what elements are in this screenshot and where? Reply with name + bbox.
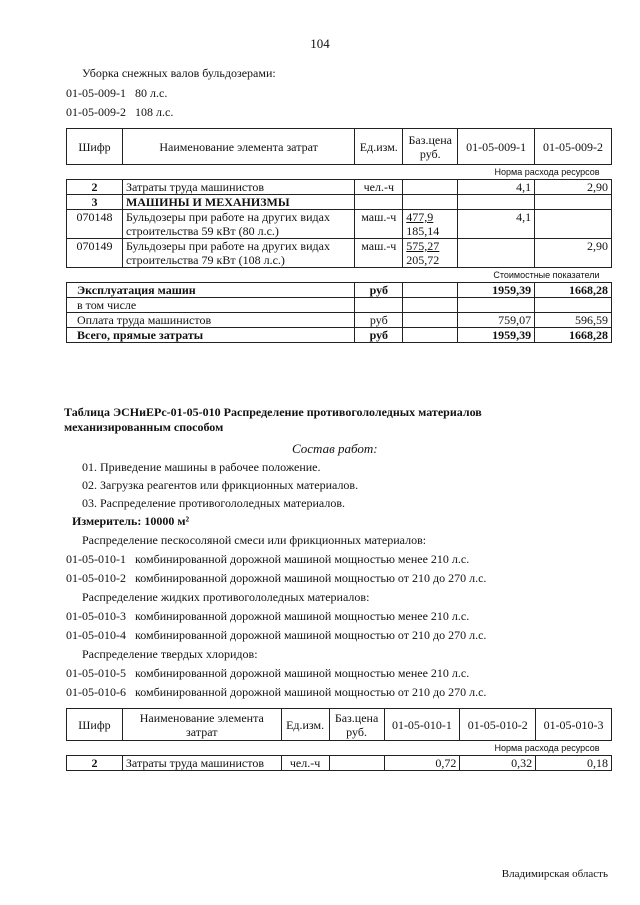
cost-name: Всего, прямые затраты [67, 328, 355, 343]
row-code: 070149 [67, 239, 123, 268]
row-price [403, 180, 458, 195]
norm-label: Норма расхода ресурсов [67, 165, 612, 180]
cost-unit: руб [355, 328, 403, 343]
resource-table-1 [66, 128, 612, 343]
group-item: 01-05-010-2 комбинированной дорожной машиной мощностью от 210 до 270 л.с. [66, 571, 487, 585]
work-item: 01. Приведение машины в рабочее положение. [82, 460, 321, 474]
group-title: Распределение жидких противогололедных материалов: [82, 590, 370, 604]
code: 01-05-009-1 [66, 86, 126, 100]
row-name: Затраты труда машинистов [122, 756, 281, 771]
header-cell: Наименование элемента затрат [122, 129, 354, 165]
header-cell: 01-05-010-3 [536, 709, 612, 741]
row-unit: чел.-ч [281, 756, 329, 771]
group-title: Распределение твердых хлоридов: [82, 647, 258, 661]
group-title: Распределение пескосоляной смеси или фрикционных материалов: [82, 533, 427, 547]
row-price: 477,9 185,14 [403, 210, 458, 239]
header-cell: Баз.цена руб. [329, 709, 384, 741]
row-value: 0,18 [536, 756, 612, 771]
row-name: Бульдозеры при работе на других видах строительства 79 кВт (108 л.с.) [122, 239, 354, 268]
row-value [535, 210, 612, 239]
header-cell: 01-05-010-1 [384, 709, 460, 741]
group-item: 01-05-010-1 комбинированной дорожной машиной мощностью менее 210 л.с. [66, 552, 470, 566]
work-title: Состав работ: [292, 441, 378, 456]
measurer: Измеритель: 10000 м² [72, 514, 190, 528]
norm-label: Норма расхода ресурсов [67, 741, 612, 756]
cost-unit: руб [355, 313, 403, 328]
page-number: 104 [310, 36, 330, 51]
row-unit: маш.-ч [355, 210, 403, 239]
cost-unit: руб [355, 283, 403, 298]
cost-name: в том числе [67, 298, 355, 313]
header-cell: Наименование элемента затрат [122, 709, 281, 741]
section-title: Таблица ЭСНиЕРс-01-05-010 Распределение противогололедных материалов механизированным способом [64, 405, 482, 434]
header-cell: 01-05-009-2 [535, 129, 612, 165]
row-value: 2,90 [535, 180, 612, 195]
work-item: 02. Загрузка реагентов или фрикционных материалов. [82, 478, 359, 492]
row-name: Затраты труда машинистов [122, 180, 354, 195]
cost-value: 759,07 [458, 313, 535, 328]
cost-value: 1959,39 [458, 283, 535, 298]
cost-name: Оплата труда машинистов [67, 313, 355, 328]
work-item: 03. Распределение противогололедных материалов. [82, 496, 345, 510]
row-price: 575,27 205,72 [403, 239, 458, 268]
cost-value: 1959,39 [458, 328, 535, 343]
header-cell: Шифр [67, 129, 123, 165]
header-cell: Баз.цена руб. [403, 129, 458, 165]
header-cell: 01-05-009-1 [458, 129, 535, 165]
resource-table-2 [66, 708, 612, 771]
cost-name: Эксплуатация машин [67, 283, 355, 298]
cost-value: 1668,28 [535, 328, 612, 343]
row-unit: чел.-ч [355, 180, 403, 195]
row-value: 2,90 [535, 239, 612, 268]
row-code: 070148 [67, 210, 123, 239]
intro-title: Уборка снежных валов бульдозерами: [82, 66, 276, 80]
row-unit: маш.-ч [355, 239, 403, 268]
group-item: 01-05-010-4 комбинированной дорожной машиной мощностью от 210 до 270 л.с. [66, 628, 487, 642]
group-item: 01-05-010-6 комбинированной дорожной машиной мощностью от 210 до 270 л.с. [66, 685, 487, 699]
row-value [458, 239, 535, 268]
group-item: 01-05-010-5 комбинированной дорожной машиной мощностью менее 210 л.с. [66, 666, 470, 680]
row-value: 4,1 [458, 210, 535, 239]
header-cell: Ед.изм. [281, 709, 329, 741]
row-value: 4,1 [458, 180, 535, 195]
code-desc: 108 л.с. [135, 105, 174, 119]
intro-code-line [66, 105, 173, 120]
row-name: МАШИНЫ И МЕХАНИЗМЫ [122, 195, 354, 210]
row-code: 3 [67, 195, 123, 210]
row-name: Бульдозеры при работе на других видах строительства 59 кВт (80 л.с.) [122, 210, 354, 239]
row-code: 2 [67, 180, 123, 195]
row-value: 0,32 [460, 756, 536, 771]
row-price [329, 756, 384, 771]
cost-value: 1668,28 [535, 283, 612, 298]
header-cell: Шифр [67, 709, 123, 741]
row-value: 0,72 [384, 756, 460, 771]
header-cell: Ед.изм. [355, 129, 403, 165]
cost-label: Стоимостные показатели [67, 268, 612, 283]
header-cell: 01-05-010-2 [460, 709, 536, 741]
group-item: 01-05-010-3 комбинированной дорожной машиной мощностью менее 210 л.с. [66, 609, 470, 623]
code: 01-05-009-2 [66, 105, 126, 119]
intro-code-line [66, 86, 167, 101]
row-code: 2 [67, 756, 123, 771]
footer-region: Владимирская область [501, 868, 608, 880]
cost-value: 596,59 [535, 313, 612, 328]
code-desc: 80 л.с. [135, 86, 168, 100]
